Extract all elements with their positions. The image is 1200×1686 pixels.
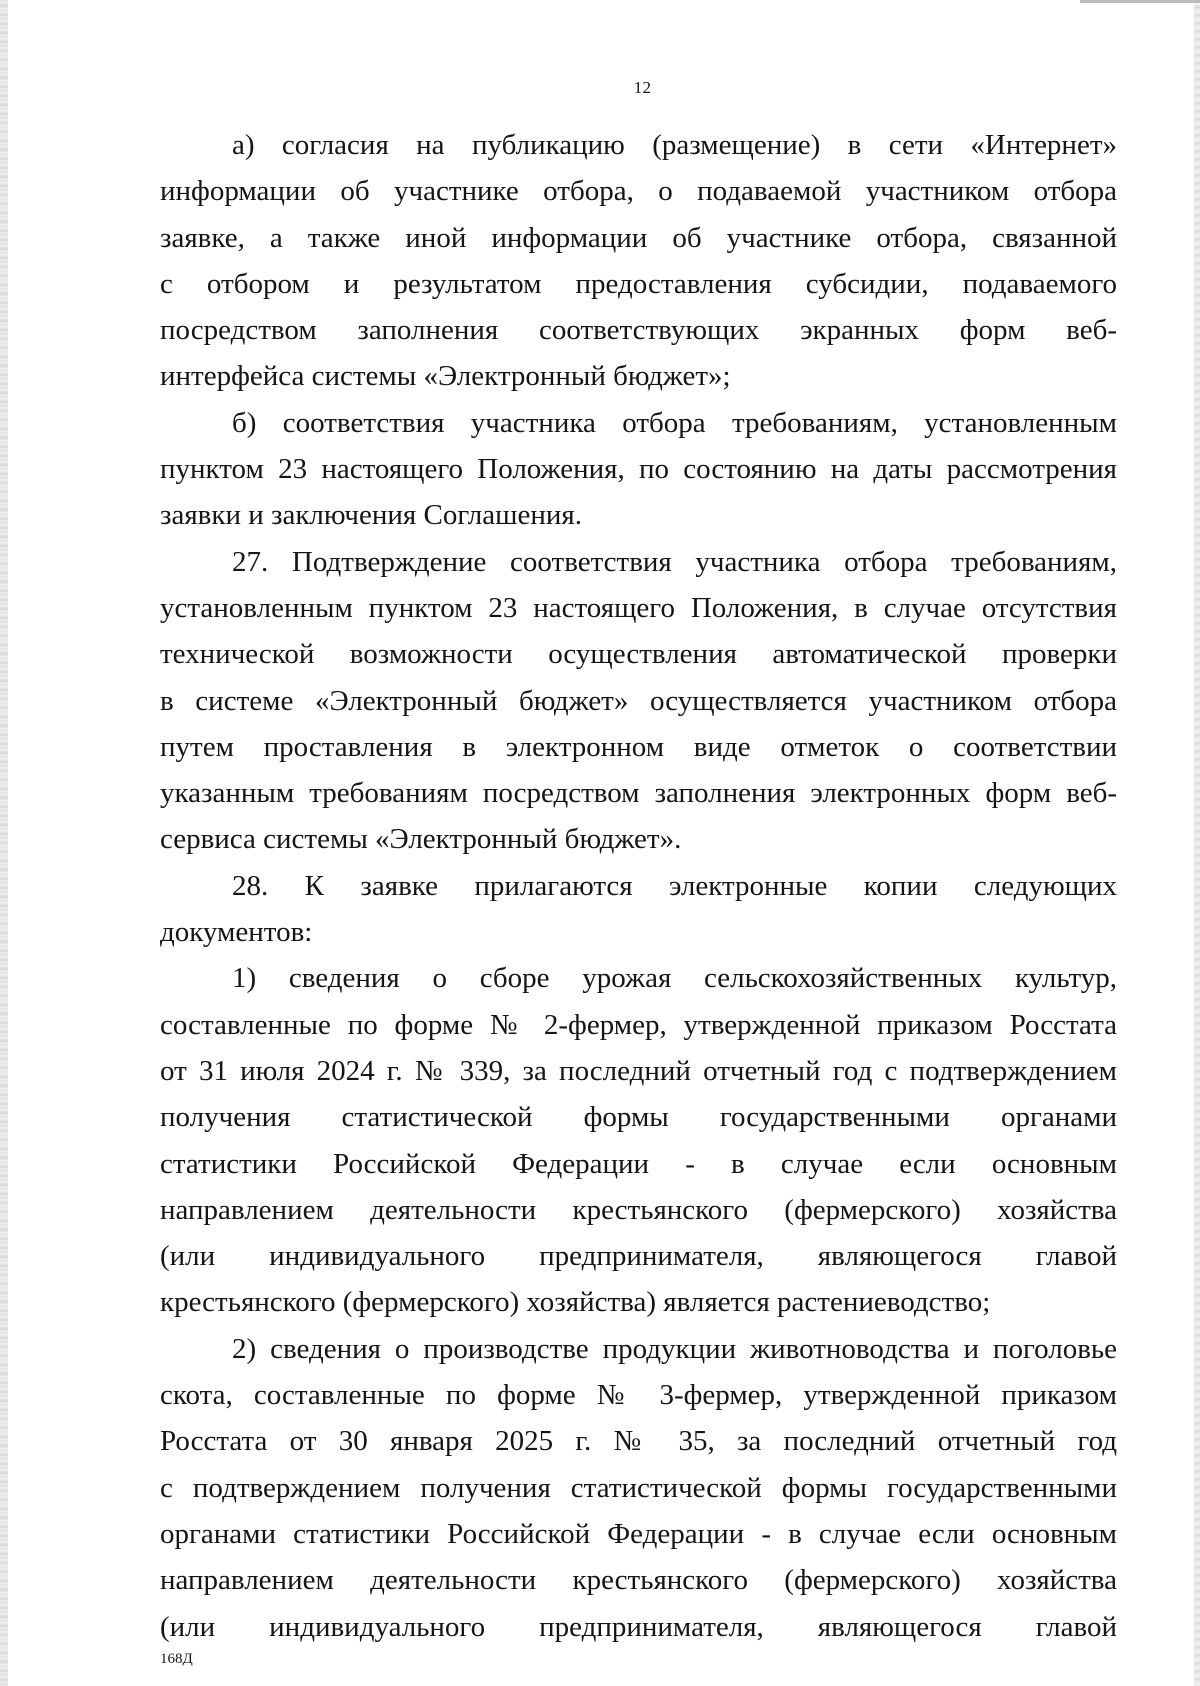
text-line: технической возможности осуществления автоматической проверки — [160, 638, 1117, 671]
text-line: статистики Российской Федерации - в случае если основным — [160, 1147, 1117, 1180]
text-line: органами статистики Российской Федерации - в случае если основным — [160, 1517, 1117, 1550]
document-body — [160, 122, 1117, 1650]
text-line: (или индивидуального предпринимателя, являющегося главой — [160, 1610, 1117, 1643]
scan-edge-right — [1194, 0, 1200, 1686]
text-line: Росстата от 30 января 2025 г. № 35, за последний отчетный год — [160, 1425, 1117, 1458]
text-line: составленные по форме № 2-фермер, утвержденной приказом Росстата — [160, 1008, 1117, 1041]
text-line: крестьянского (фермерского) хозяйства) является растениеводство; — [160, 1286, 991, 1319]
text-line: путем проставления в электронном виде отметок о соответствии — [160, 730, 1117, 763]
text-line: 27. Подтверждение соответствия участника отбора требованиям, — [232, 545, 1117, 578]
paragraph — [160, 955, 1117, 1325]
text-line: интерфейса системы «Электронный бюджет»; — [160, 360, 731, 393]
text-line: от 31 июля 2024 г. № 339, за последний отчетный год с подтверждением — [160, 1054, 1117, 1087]
text-line: скота, составленные по форме № 3-фермер, утвержденной приказом — [160, 1379, 1117, 1412]
text-line: направлением деятельности крестьянского (фермерского) хозяйства — [160, 1193, 1117, 1226]
text-line: 28. К заявке прилагаются электронные копии следующих — [232, 869, 1117, 902]
paragraph — [160, 863, 1117, 956]
paragraph — [160, 400, 1117, 539]
text-line: пунктом 23 настоящего Положения, по состоянию на даты рассмотрения — [160, 453, 1117, 486]
text-line: получения статистической формы государственными органами — [160, 1101, 1117, 1134]
text-line: установленным пунктом 23 настоящего Положения, в случае отсутствия — [160, 591, 1117, 624]
text-line: 2) сведения о производстве продукции животноводства и поголовье — [232, 1332, 1117, 1365]
text-line: заявке, а также иной информации об участнике отбора, связанной — [160, 221, 1117, 254]
scan-edge-left — [0, 0, 8, 1686]
text-line: заявки и заключения Соглашения. — [160, 499, 582, 532]
text-line: в системе «Электронный бюджет» осуществляется участником отбора — [160, 684, 1117, 717]
text-line: сервиса системы «Электронный бюджет». — [160, 823, 682, 856]
text-line: направлением деятельности крестьянского (фермерского) хозяйства — [160, 1564, 1117, 1597]
page-number: 12 — [633, 78, 652, 97]
scan-edge-top — [1080, 0, 1200, 3]
paragraph — [160, 122, 1117, 400]
text-line: информации об участнике отбора, о подаваемой участником отбора — [160, 175, 1117, 208]
paragraph — [160, 1326, 1117, 1650]
text-line: с подтверждением получения статистической формы государственными — [160, 1471, 1117, 1504]
text-line: посредством заполнения соответствующих экранных форм веб- — [160, 314, 1117, 347]
paragraph — [160, 539, 1117, 863]
footer-code: 168Д — [160, 1651, 193, 1667]
text-line: документов: — [160, 916, 313, 949]
text-line: указанным требованиям посредством заполнения электронных форм веб- — [160, 777, 1117, 810]
text-line: (или индивидуального предпринимателя, являющегося главой — [160, 1240, 1117, 1273]
text-line: 1) сведения о сборе урожая сельскохозяйственных культур, — [232, 962, 1117, 995]
text-line: а) согласия на публикацию (размещение) в сети «Интернет» — [232, 129, 1117, 161]
text-line: б) соответствия участника отбора требованиям, установленным — [232, 406, 1117, 439]
text-line: с отбором и результатом предоставления субсидии, подаваемого — [160, 267, 1117, 300]
